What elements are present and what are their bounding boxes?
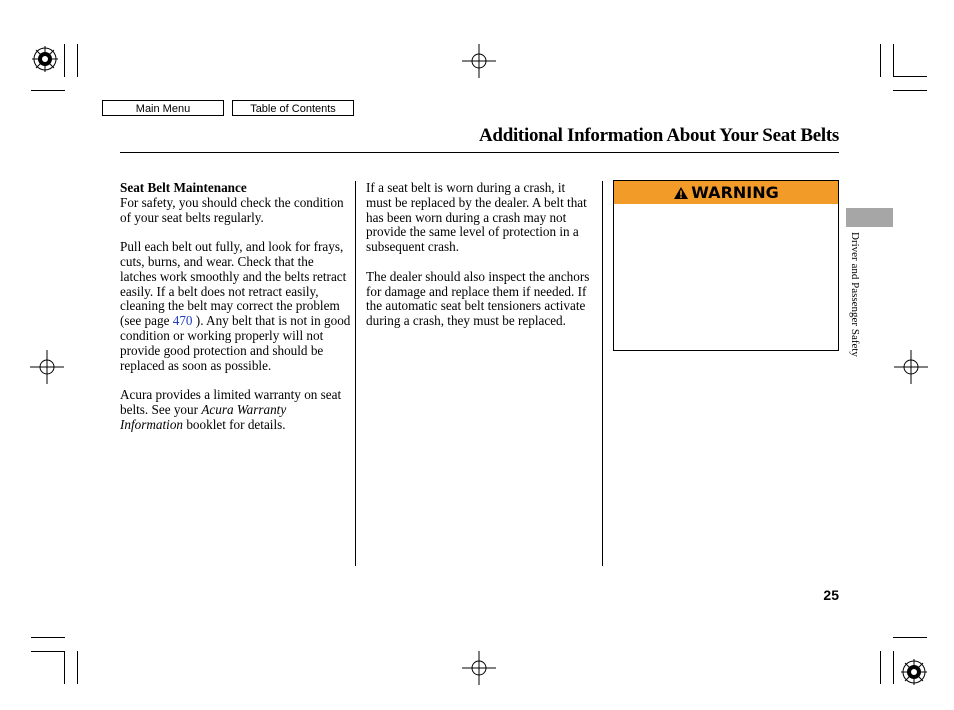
registration-target-icon [899,657,929,687]
warning-label: WARNING [691,183,779,202]
section-tab-label: Driver and Passenger Safety [849,232,861,357]
main-menu-button[interactable]: Main Menu [102,100,224,116]
warning-box [613,180,839,351]
paragraph-text: ). Any belt that is not in good condition or working properly will not provide good protection and should be replaced as soon as possible. [120,313,351,373]
paragraph: For safety, you should check the condition of your seat belts regularly. [120,194,344,225]
crosshair-icon [462,651,496,685]
paragraph: The dealer should also inspect the anchors for damage and replace them if needed. If the automatic seat belt tensioners activate during a crash, they must be replaced. [366,268,590,329]
table-of-contents-button[interactable]: Table of Contents [232,100,354,116]
registration-target-icon [30,44,60,74]
paragraph [120,388,352,432]
title-divider [120,152,839,153]
paragraph-text: Pull each belt out fully, and look for frays, cuts, burns, and wear. Check that the latches work smoothly and the belts retract easily. If a belt does not retract easily, cleaning the belt may correct the problem (see page [120,239,347,329]
section-tab [846,208,893,227]
page-number: 25 [823,587,839,603]
warning-triangle-icon [673,186,689,200]
warning-header [614,181,838,204]
paragraph [120,240,352,373]
crosshair-icon [894,350,928,384]
crosshair-icon [462,44,496,78]
left-column [120,181,352,447]
crosshair-icon [30,350,64,384]
middle-column [366,181,594,344]
page-title: Additional Information About Your Seat Belts [479,125,839,146]
paragraph: If a seat belt is worn during a crash, it must be replaced by the dealer. A belt that has been worn during a crash may not provide the same level of protection in a subsequent crash. [366,180,587,255]
paragraph-text: booklet for details. [183,416,286,432]
page-link[interactable]: 470 [172,313,193,329]
section-heading: Seat Belt Maintenance [120,180,247,195]
booklet-title: Acura Warranty Information [120,401,287,432]
paragraph-text: Acura provides a limited warranty on seat belts. See your [120,387,342,417]
column-divider [355,181,356,566]
column-divider [602,181,603,566]
